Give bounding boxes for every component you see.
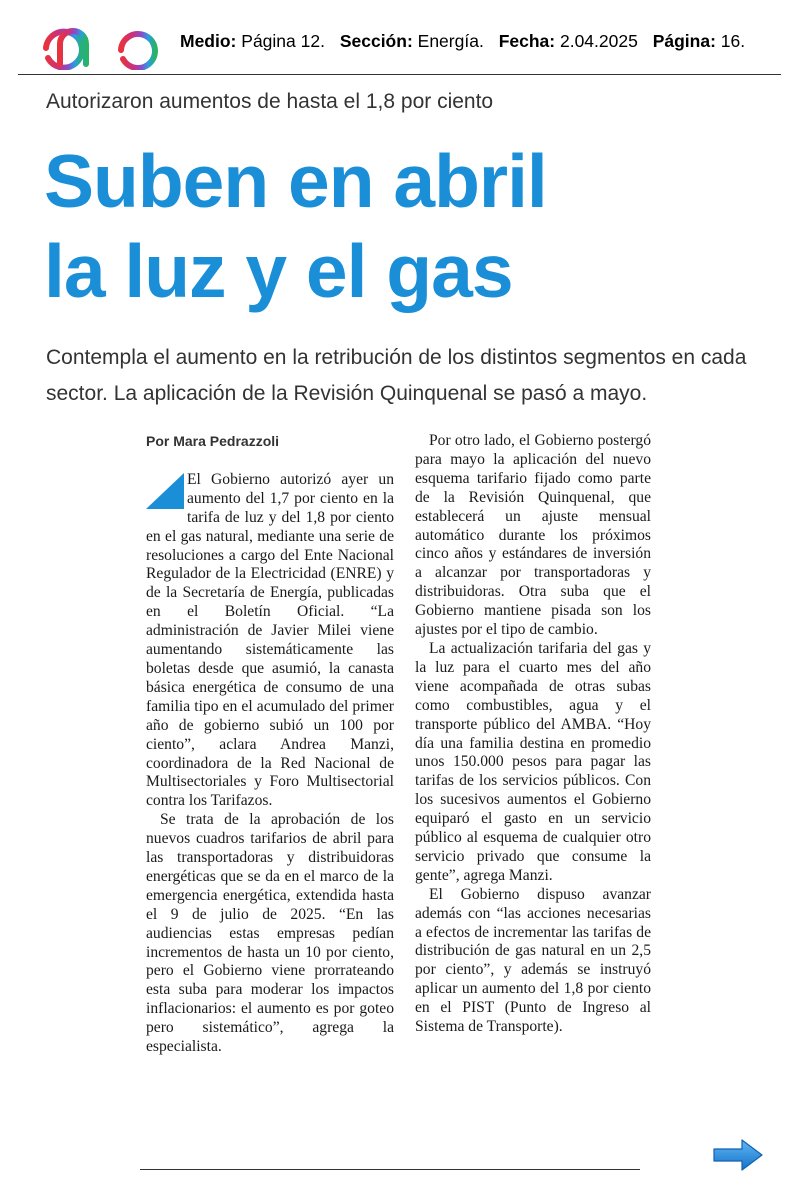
medio-value: Página 12. — [241, 31, 325, 51]
headline-line-1: Suben en abril — [44, 139, 547, 223]
article-paragraph: El Gobierno dispuso avanzar además con “las acciones necesarias a efectos de incrementar las tarifas de distribución de gas natural en un 2,5 por ciento”, y además se instruyó aplicar un aumento del 1,8 por ciento en el PIST (Punto de Ingreso al Sistema de Transporte). — [415, 885, 651, 1036]
article-deck: Contempla el aumento en la retribución de los distintos segmentos en cada sector. La aplicación de la Revisión Quinquenal se pasó a mayo. — [46, 346, 747, 405]
article-column-left — [146, 432, 394, 1057]
enel-logo — [16, 8, 170, 70]
header-divider — [18, 74, 781, 75]
fecha-label: Fecha: — [498, 31, 556, 51]
article-column-right — [415, 432, 651, 1037]
article-paragraph: Por otro lado, el Gobierno postergó para mayo la aplicación del nuevo esquema tarifario fijado como parte de la Revisión Quinquenal, que establecerá un ajuste mensual automático durante los próximos cinco años y estándares de inversión a alcanzar por transportadoras y distribuidoras. Otra suba que el Gobierno mantiene pisada son los ajustes por el tipo de cambio. — [415, 432, 651, 639]
medio-label: Medio: — [180, 31, 237, 51]
article-paragraph: El Gobierno autorizó ayer un aumento del 1,7 por ciento en la tarifa de luz y del 1,8 por ciento en el gas natural, mediante una serie de resoluciones a cargo del Ente Nacional Regulador de la Electricidad (ENRE) y de la Secretaría de Energía, publicadas en el Boletín Oficial. “La administración de Javier Milei viene aumentando sistemáticamente las boletas desde que asumió, la canasta básica energética de consumo de una familia tipo en el acumulado del primer año de gobierno subió un 100 por ciento”, aclara Andrea Manzi, coordinadora de la Red Nacional de Multisectoriales y Foro Multisectorial contra los Tarifazos. — [146, 470, 394, 810]
article-paragraph: La actualización tarifaria del gas y la luz para el cuarto mes del año viene acompañada de otras subas como combustibles, agua y el transporte público del AMBA. “Hoy día una familia destina en promedio unos 150.000 pesos para pagar las tarifas de los servicios públicos. Con los sucesivos aumentos el Gobierno equiparó el gasto en un servicio público al esquema de cualquier otro servicio privado que consume la gente”, agrega Manzi. — [415, 639, 651, 884]
arrow-right-icon[interactable] — [712, 1138, 764, 1172]
clipping-metadata — [180, 31, 745, 51]
pagina-value: 16. — [720, 31, 746, 51]
seccion-label: Sección: — [339, 31, 413, 51]
clipping-header — [0, 0, 800, 78]
seccion-value: Energía. — [417, 31, 484, 51]
headline-line-2: la luz y el gas — [44, 229, 513, 313]
article-byline: Por Mara Pedrazzoli — [146, 433, 280, 449]
footer-divider — [140, 1169, 640, 1170]
article-kicker: Autorizaron aumentos de hasta el 1,8 por ciento — [46, 90, 494, 113]
triangle-icon — [146, 473, 184, 509]
article-headline — [44, 136, 547, 316]
article-paragraph: Se trata de la aprobación de los nuevos cuadros tarifarios de abril para las transportadoras y distribuidoras energéticas que se da en el marco de la emergencia energética, extendida hasta el 9 de julio de 2025. “En las audiencias estas empresas pedían incrementos de hasta un 10 por ciento, pero el Gobierno viene prorrateando esta suba para moderar los impactos inflacionarios: el aumento es por goteo pero sistemático”, agrega la especialista. — [146, 811, 394, 1056]
fecha-value: 2.04.2025 — [559, 31, 638, 51]
pagina-label: Página: — [652, 31, 716, 51]
